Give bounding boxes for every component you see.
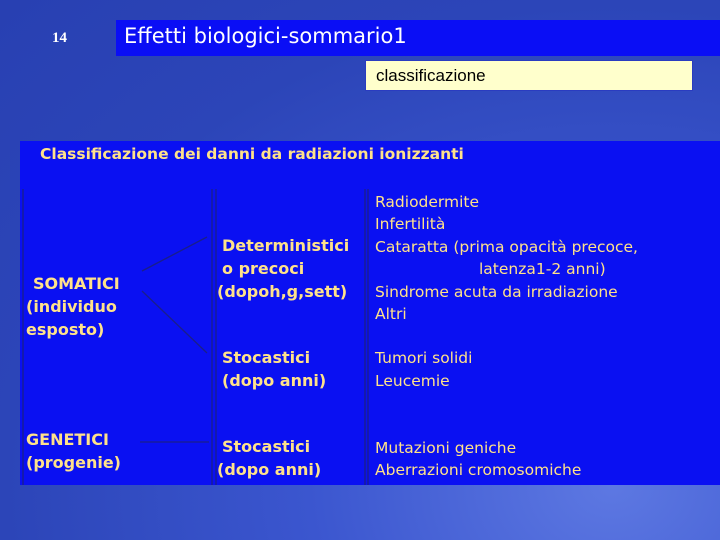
slide-subtitle: classificazione [376,66,486,85]
effect-leucemie: Leucemie [375,372,450,390]
deterministici-label: Deterministici [222,236,350,255]
effect-radiodermite: Radiodermite [375,193,480,211]
stocastici-somatici-label: Stocastici [222,348,311,367]
somatici-label: SOMATICI [33,274,120,293]
stocastici-somatici-label-line2: (dopo anni) [222,371,327,390]
genetici-label-line2: (progenie) [26,453,121,472]
deterministici-label-line3: (dopoh,g,sett) [217,282,348,301]
effect-cataratta: Cataratta (prima opacità precoce, [375,238,638,256]
classification-table [20,141,720,485]
stocastici-genetici-label: Stocastici [222,437,311,456]
effect-infertilita: Infertilità [375,215,446,233]
table-lines [20,141,720,485]
deterministici-label-line2: o precoci [222,259,305,278]
effect-aberrazioni-cromosomiche: Aberrazioni cromosomiche [375,461,582,479]
effect-mutazioni-geniche: Mutazioni geniche [375,439,517,457]
effect-tumori-solidi: Tumori solidi [375,349,473,367]
subtitle-box [365,60,693,91]
genetici-label: GENETICI [26,430,109,449]
stocastici-genetici-label-line2: (dopo anni) [217,460,322,479]
somatici-label-line2: (individuo [26,297,117,316]
effect-cataratta-latenza: latenza1-2 anni) [479,260,606,278]
table-heading: Classificazione dei danni da radiazioni ionizzanti [40,145,464,163]
somatici-label-line3: esposto) [26,320,105,339]
connector-somatici-deterministici [142,237,207,271]
effect-altri: Altri [375,305,407,323]
slide-title: Effetti biologici-sommario1 [124,24,407,48]
effect-sindrome-acuta: Sindrome acuta da irradiazione [375,283,618,301]
connector-somatici-stocastici [142,291,207,353]
title-bar [116,20,720,56]
slide-number: 14 [52,30,67,46]
